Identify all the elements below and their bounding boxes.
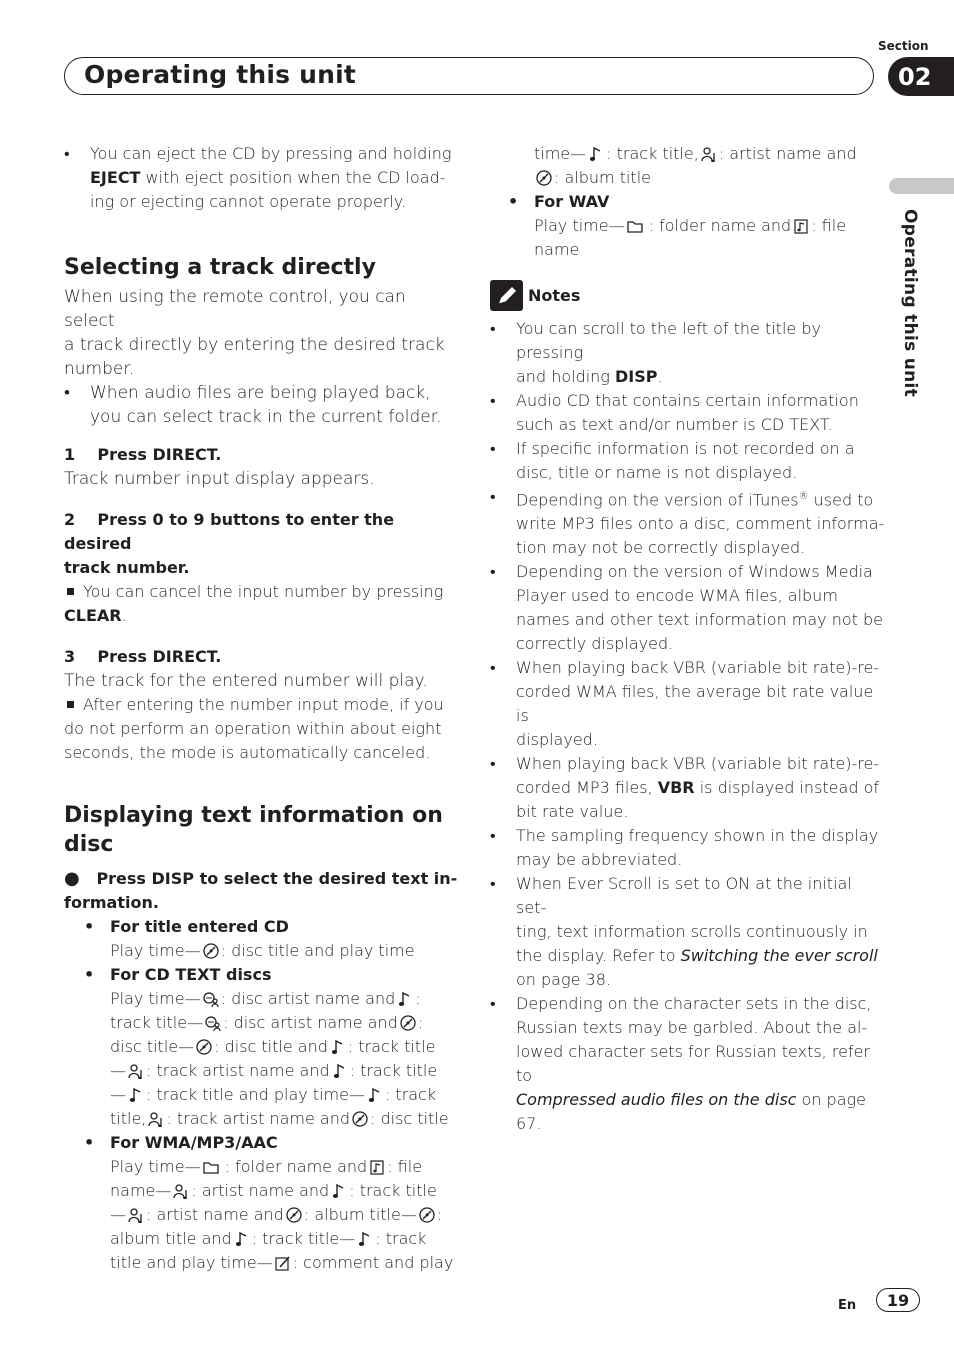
cdtext-lines: Play time— : disc artist name and : track title— : disc artist name and : disc title— : disc title and : track title — : track artist name and : track title — : track title and play time— : track title, : track artist name and : disc title	[110, 989, 449, 1128]
step3: 3 Press DIRECT.	[64, 647, 222, 666]
note-icon	[234, 1231, 250, 1247]
heading-displaying-text: Displaying text information on disc	[64, 803, 443, 857]
note-item: • Audio CD that contains certain information such as text and/or number is CD TEXT.	[490, 389, 885, 437]
step1: 1 Press DIRECT.	[64, 445, 222, 464]
artist-icon	[128, 1063, 144, 1079]
disc-icon	[536, 170, 552, 186]
right-column	[490, 142, 885, 1136]
note-item: • The sampling frequency shown in the display may be abbreviated.	[490, 824, 885, 872]
disc-icon	[286, 1207, 302, 1223]
note-icon	[128, 1087, 144, 1103]
notes-list	[490, 317, 885, 1136]
section-label: Section	[878, 39, 929, 53]
artist-icon	[173, 1183, 189, 1199]
wav-block	[490, 190, 885, 262]
cd-title-heading: • For title entered CD	[84, 915, 459, 939]
step1-desc: Track number input display appears.	[64, 469, 375, 489]
note-icon	[397, 991, 413, 1007]
wav-line2: name	[534, 240, 580, 259]
note-icon	[588, 146, 604, 162]
comment-icon	[275, 1255, 291, 1271]
note-item: • Depending on the character sets in the disc, Russian texts may be garbled. About the al- lowed character sets for Russian texts, refer to Compressed audio files on the disc on page 67.	[490, 992, 885, 1136]
heading-selecting-track: Selecting a track directly	[64, 255, 376, 280]
note-icon	[367, 1087, 383, 1103]
artist-icon	[701, 146, 717, 162]
note-item: • Depending on the version of Windows Media Player used to encode WMA files, album names and other text information may not be correctly displayed.	[490, 560, 885, 656]
pencil-icon	[490, 280, 523, 311]
disp-options	[64, 915, 459, 1275]
eject-note: • You can eject the CD by pressing and holding EJECT with eject position when the CD load- ing or ejecting cannot operate properly.	[64, 142, 459, 214]
artist-icon	[148, 1111, 164, 1127]
disc-artist-icon	[203, 991, 219, 1007]
step2: 2 Press 0 to 9 buttons to enter the desired track number.	[64, 510, 395, 577]
disc-icon	[419, 1207, 435, 1223]
folder-icon	[203, 1159, 223, 1175]
wma-continuation: time— : track title, : artist name and : album title	[534, 144, 857, 187]
note-item: • You can scroll to the left of the title by pressing and holding DISP.	[490, 317, 885, 389]
notes-title: Notes	[528, 285, 581, 305]
cdtext-heading: • For CD TEXT discs	[84, 963, 459, 987]
page-number: 19	[876, 1288, 920, 1312]
language-label: En	[838, 1298, 857, 1313]
note-item: • When playing back VBR (variable bit rate)-re- corded MP3 files, VBR is displayed instead of bit rate value.	[490, 752, 885, 824]
page-title: Operating this unit	[84, 60, 357, 89]
disc-artist-icon	[205, 1015, 221, 1031]
file-icon	[793, 218, 809, 234]
disc-icon	[352, 1111, 368, 1127]
note-item: • Depending on the version of iTunes® used to write MP3 files onto a disc, comment informa- tion may not be correctly displayed.	[490, 485, 885, 560]
disc-icon	[400, 1015, 416, 1031]
section1-intro: When using the remote control, you can select a track directly by entering the desired track number.	[64, 287, 445, 379]
disp-instruction: ● Press DISP to select the desired text in- formation.	[64, 868, 458, 912]
step2-note: You can cancel the input number by pressing CLEAR.	[64, 582, 444, 625]
left-column	[64, 142, 459, 1275]
note-item: • If specific information is not recorded on a disc, title or name is not displayed.	[490, 437, 885, 485]
notes-header	[490, 280, 885, 311]
file-icon	[369, 1159, 385, 1175]
step3-desc: The track for the entered number will play.	[64, 671, 428, 691]
wav-heading: • For WAV	[508, 190, 885, 214]
disc-icon	[196, 1039, 212, 1055]
note-icon	[357, 1231, 373, 1247]
note-icon	[331, 1183, 347, 1199]
note-icon	[332, 1063, 348, 1079]
wma-lines: Play time— : folder name and : file name— : artist name and : track title — : artist name and : album title— : album title and : track title— : track title and play time— : comment and play	[110, 1157, 454, 1272]
disc-icon	[203, 943, 219, 959]
wma-heading: • For WMA/MP3/AAC	[84, 1131, 459, 1155]
side-tab	[889, 178, 954, 194]
cd-title-line: Play time— : disc title and play time	[110, 941, 415, 960]
wav-line1: Play time— : folder name and : file	[534, 216, 847, 235]
step3-note: After entering the number input mode, if you do not perform an operation within about eight seconds, the mode is automatically canceled.	[64, 695, 444, 762]
note-item: • When Ever Scroll is set to ON at the initial set- ting, text information scrolls continuously in the display. Refer to Switching the ever scroll on page 38.	[490, 872, 885, 992]
section-number: 02	[888, 57, 954, 96]
note-icon	[330, 1039, 346, 1055]
section1-bullet: • When audio files are being played back, you can select track in the current folder.	[64, 381, 459, 429]
folder-icon	[627, 218, 647, 234]
artist-icon	[128, 1207, 144, 1223]
note-item: • When playing back VBR (variable bit rate)-re- corded WMA files, the average bit rate value is displayed.	[490, 656, 885, 752]
side-tab-label: Operating this unit	[900, 209, 920, 398]
